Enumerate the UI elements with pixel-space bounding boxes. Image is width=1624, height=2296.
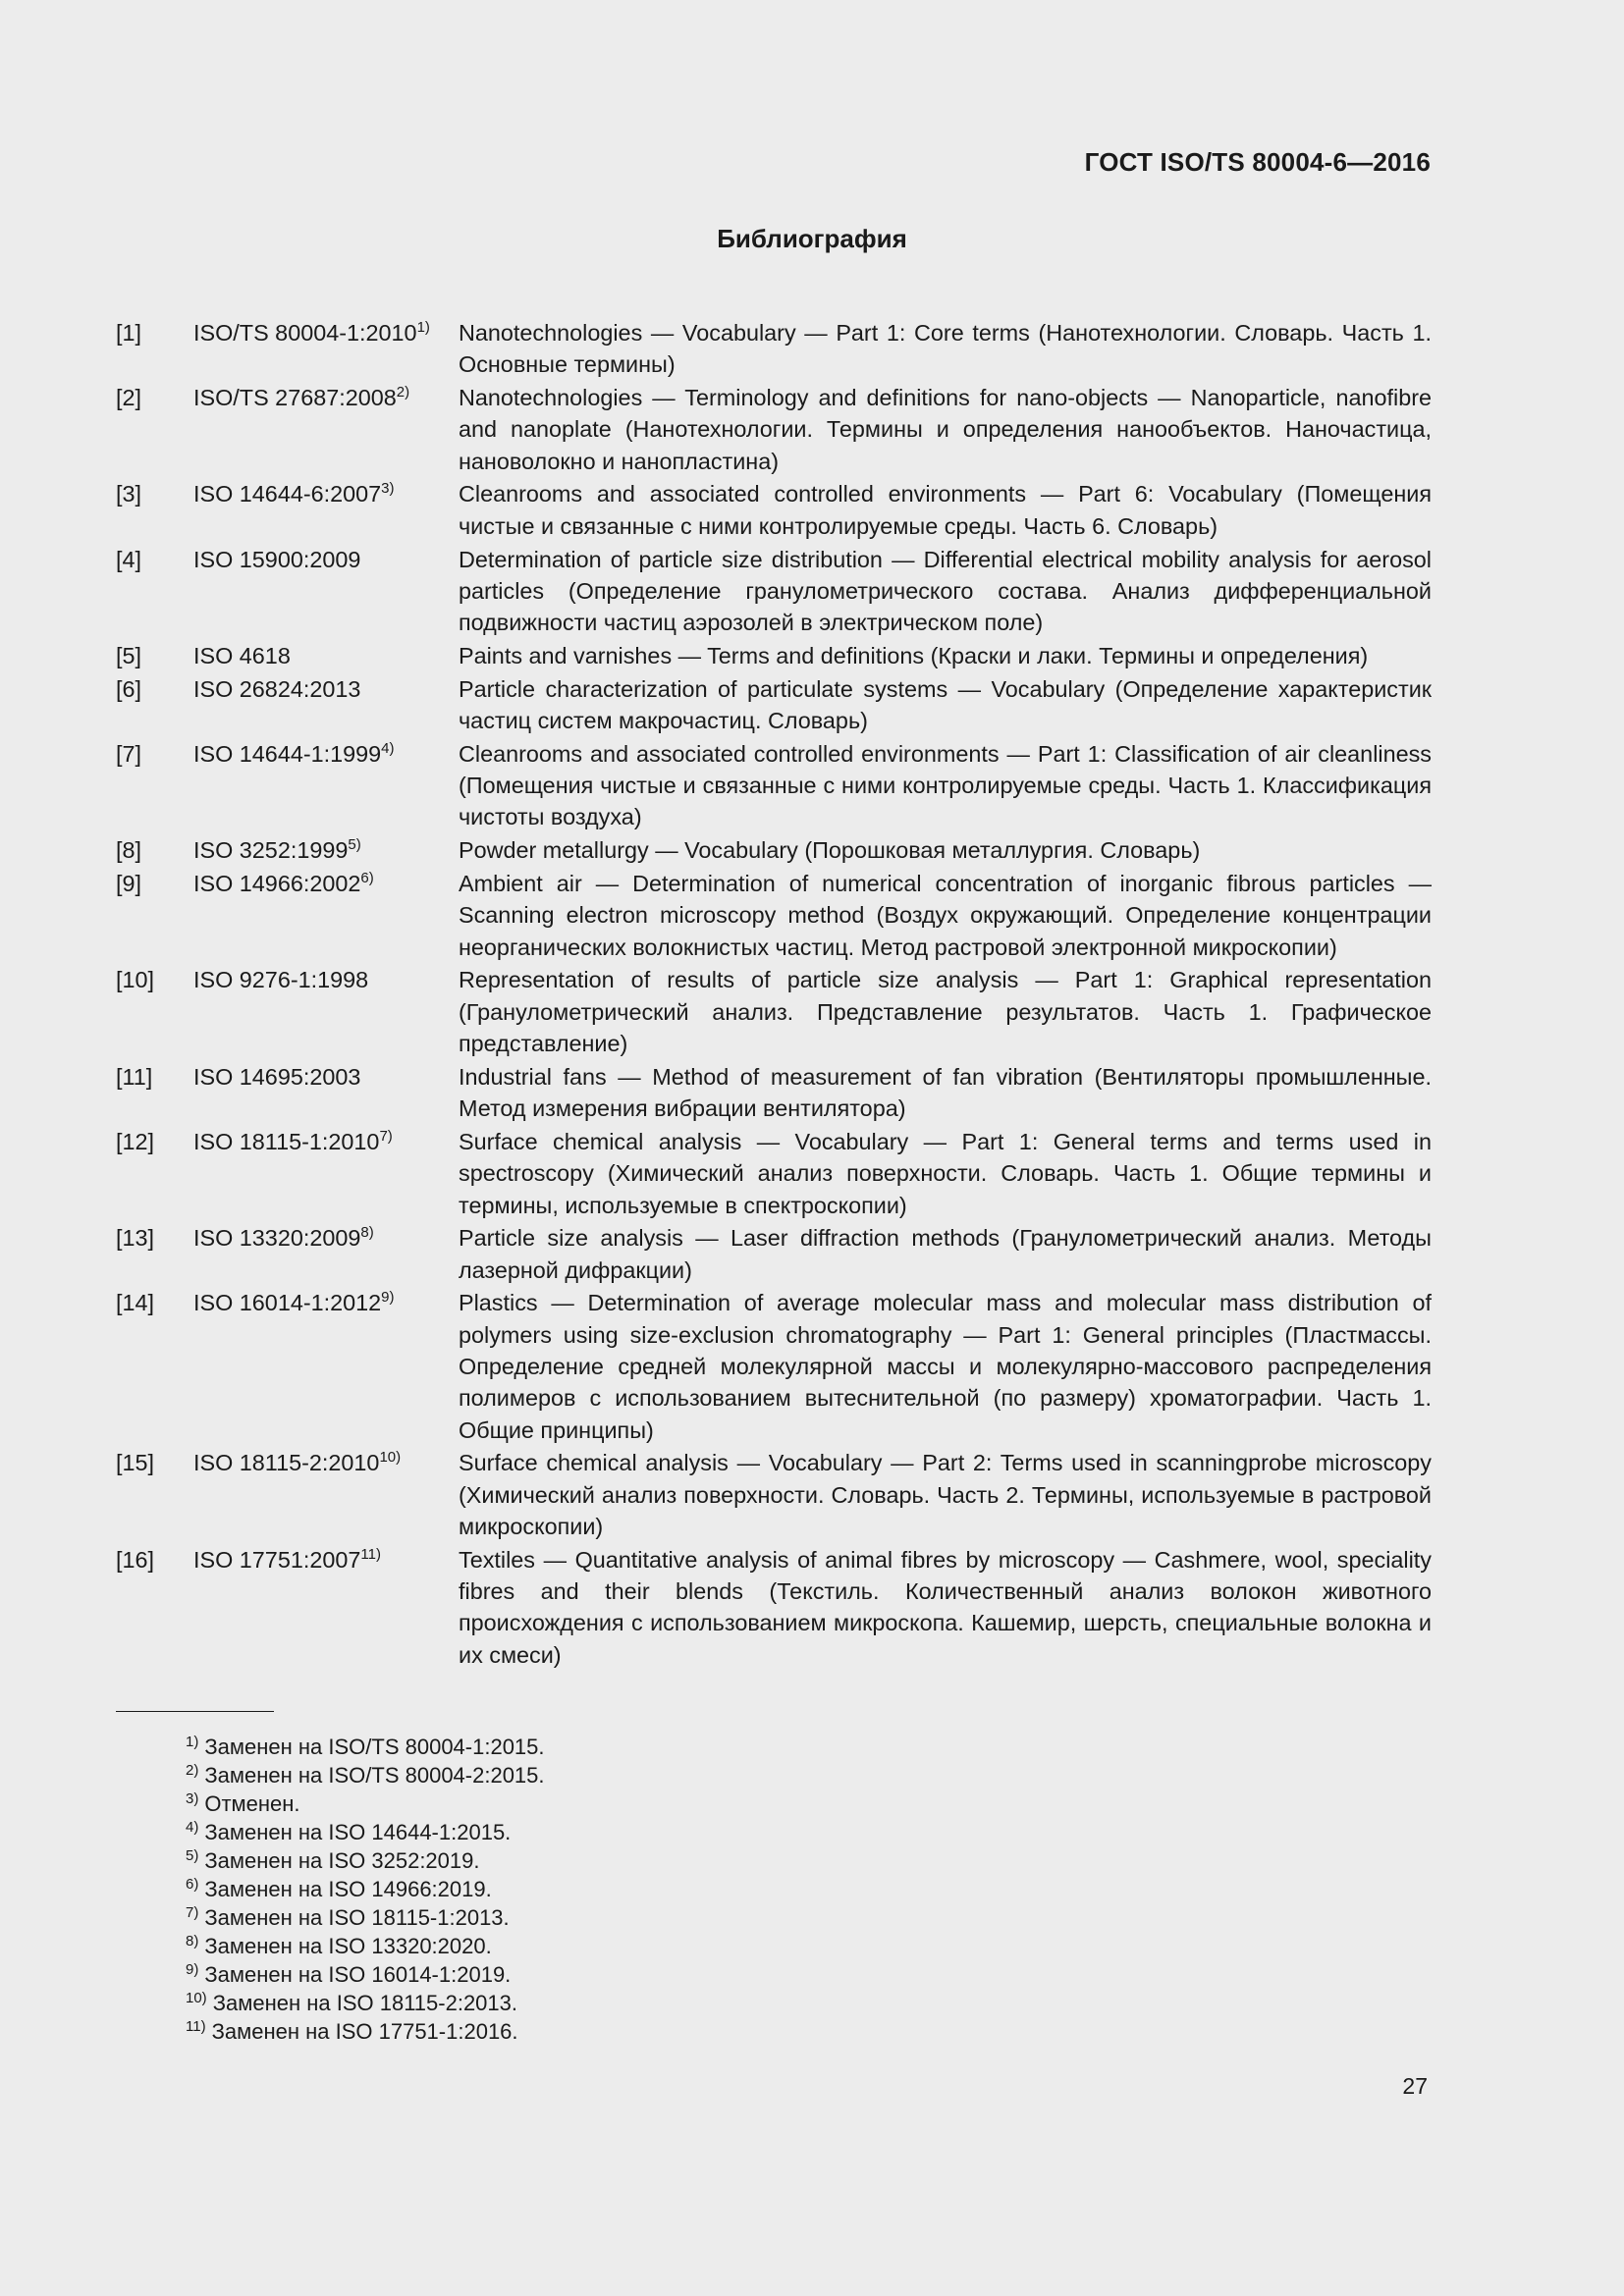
entry-title: Textiles — Quantitative analysis of animal fibres by microscopy — Cashmere, wool, speciality fibres and their blends (Текстиль. Количественный анализ волокон животного происхождения с использованием микроскопа. Кашемир, шерсть, специальные волокна и их смеси) xyxy=(459,1546,1432,1668)
entry-standard-code-text: ISO 16014-1:2012 xyxy=(193,1290,382,1316)
entry-number: [9] xyxy=(116,871,142,897)
entry-title: Cleanrooms and associated controlled environments — Part 6: Vocabulary (Помещения чистые и связанные с ними контролируемые среды. Часть 6. Словарь) xyxy=(459,481,1432,539)
entry-number: [10] xyxy=(116,967,155,993)
footnote-mark: 10) xyxy=(186,1990,207,2006)
footnote-text: Заменен на ISO 3252:2019. xyxy=(204,1848,480,1873)
entry-standard-code xyxy=(193,640,459,671)
footnote-marker: 8) xyxy=(360,1224,374,1242)
bibliography-list xyxy=(116,317,1432,1672)
footnote-marker: 3) xyxy=(381,480,395,498)
footnote-marker: 10) xyxy=(379,1449,402,1467)
footnote xyxy=(186,1875,545,1903)
entry-number: [15] xyxy=(116,1450,155,1476)
footnote-marker: 9) xyxy=(381,1289,395,1307)
entry-standard-code xyxy=(193,1222,459,1254)
entry-standard-code xyxy=(193,544,459,575)
entry-title: Nanotechnologies — Terminology and definitions for nano-objects — Nanoparticle, nanofibre and nanoplate (Нанотехнологии. Термины и определения нанообъектов. Наночастица, нановолокно и нанопластина) xyxy=(459,385,1432,474)
entry-standard-code xyxy=(193,834,459,866)
footnote-mark: 11) xyxy=(186,2018,206,2035)
footnote xyxy=(186,1818,545,1846)
footnote-mark: 5) xyxy=(186,1847,199,1864)
entry-standard-code xyxy=(193,1287,459,1318)
footnote-mark: 4) xyxy=(186,1819,199,1836)
footnote-marker: 6) xyxy=(360,870,374,887)
bibliography-entry xyxy=(116,1061,1432,1125)
footnote-text: Заменен на ISO 14644-1:2015. xyxy=(204,1820,512,1844)
entry-standard-code xyxy=(193,1447,459,1478)
entry-title: Industrial fans — Method of measurement of fan vibration (Вентиляторы промышленные. Метод измерения вибрации вентилятора) xyxy=(459,1063,1432,1122)
footnote-text: Отменен. xyxy=(204,1791,300,1816)
entry-standard-code xyxy=(193,478,459,509)
bibliography-entry xyxy=(116,738,1432,833)
entry-title: Nanotechnologies — Vocabulary — Part 1: Core terms (Нанотехнологии. Словарь. Часть 1. Основные термины) xyxy=(459,320,1432,378)
entry-number: [14] xyxy=(116,1290,155,1316)
entry-title: Particle characterization of particulate systems — Vocabulary (Определение характеристик частиц систем макрочастиц. Словарь) xyxy=(459,675,1432,734)
entry-title: Plastics — Determination of average molecular mass and molecular mass distribution of polymers using size-exclusion chromatography — Part 1: General principles (Пластмассы. Определение средней молекулярной массы и молекулярно-массового распределения полимеров с использованием вытеснительной (по размеру) хроматографии. Часть 1. Общие принципы) xyxy=(459,1290,1432,1443)
footnote-text: Заменен на ISO/TS 80004-2:2015. xyxy=(204,1763,545,1788)
entry-number: [2] xyxy=(116,385,142,411)
footnote xyxy=(186,1761,545,1789)
page-number: 27 xyxy=(1402,2073,1428,2099)
entry-standard-code xyxy=(193,1126,459,1157)
entry-title: Particle size analysis — Laser diffraction methods (Гранулометрический анализ. Методы лазерной дифракции) xyxy=(459,1225,1432,1283)
footnote xyxy=(186,2017,545,2046)
entry-number: [1] xyxy=(116,320,142,346)
document-id: ГОСТ ISO/TS 80004-6—2016 xyxy=(1084,147,1431,177)
entry-standard-code xyxy=(193,317,459,348)
footnote-mark: 2) xyxy=(186,1762,199,1779)
footnote-text: Заменен на ISO 18115-1:2013. xyxy=(204,1905,510,1930)
footnote xyxy=(186,1989,545,2017)
footnote xyxy=(186,1733,545,1761)
entry-standard-code-text: ISO 17751:2007 xyxy=(193,1546,361,1573)
footnote-mark: 7) xyxy=(186,1904,199,1921)
entry-standard-code-text: ISO 13320:2009 xyxy=(193,1225,361,1252)
footnote-marker: 4) xyxy=(381,739,395,757)
footnote-mark: 9) xyxy=(186,1961,199,1978)
entry-standard-code-text: ISO 18115-1:2010 xyxy=(193,1128,380,1154)
entry-standard-code xyxy=(193,868,459,899)
footnote-text: Заменен на ISO 17751-1:2016. xyxy=(211,2019,518,2044)
entry-standard-code-text: ISO 26824:2013 xyxy=(193,675,361,702)
footnote-text: Заменен на ISO/TS 80004-1:2015. xyxy=(204,1735,545,1759)
entry-number: [8] xyxy=(116,837,142,864)
footnote-divider xyxy=(116,1711,274,1712)
entry-number: [11] xyxy=(116,1063,153,1090)
entry-standard-code xyxy=(193,1544,459,1575)
footnote-marker: 2) xyxy=(396,384,410,401)
section-title: Библиография xyxy=(717,224,907,253)
bibliography-entry xyxy=(116,1126,1432,1221)
entry-title: Surface chemical analysis — Vocabulary — Part 2: Terms used in scanningprobe microscopy (Химический анализ поверхности. Словарь. Часть 2. Термины, используемые в растровой микроскопии) xyxy=(459,1450,1432,1539)
bibliography-entry xyxy=(116,478,1432,542)
entry-title: Surface chemical analysis — Vocabulary — Part 1: General terms and terms used in spectroscopy (Химический анализ поверхности. Словарь. Часть 1. Общие термины и термины, используемые в спектроскопии) xyxy=(459,1128,1432,1218)
entry-standard-code xyxy=(193,382,459,413)
footnote xyxy=(186,1960,545,1989)
bibliography-entry xyxy=(116,317,1432,381)
entry-number: [5] xyxy=(116,642,142,668)
footnote-mark: 8) xyxy=(186,1933,199,1949)
footnote-mark: 6) xyxy=(186,1876,199,1893)
footnote-text: Заменен на ISO 16014-1:2019. xyxy=(204,1962,512,1987)
entry-number: [12] xyxy=(116,1128,155,1154)
entry-standard-code xyxy=(193,1061,459,1093)
footnote-marker: 5) xyxy=(348,836,361,854)
footnote xyxy=(186,1846,545,1875)
entry-number: [13] xyxy=(116,1225,155,1252)
bibliography-entry xyxy=(116,1544,1432,1671)
entry-number: [7] xyxy=(116,740,142,767)
entry-standard-code-text: ISO 4618 xyxy=(193,642,291,668)
bibliography-entry xyxy=(116,544,1432,639)
entry-title: Representation of results of particle size analysis — Part 1: Graphical representation (Гранулометрический анализ. Представление результатов. Часть 1. Графическое представление) xyxy=(459,967,1432,1057)
bibliography-entry xyxy=(116,640,1432,671)
entry-number: [16] xyxy=(116,1546,155,1573)
footnote xyxy=(186,1789,545,1818)
footnote-text: Заменен на ISO 18115-2:2013. xyxy=(212,1991,517,2015)
footnote-mark: 1) xyxy=(186,1734,199,1750)
bibliography-entry xyxy=(116,673,1432,737)
entry-standard-code-text: ISO 14644-1:1999 xyxy=(193,740,382,767)
entry-standard-code-text: ISO 15900:2009 xyxy=(193,546,361,572)
bibliography-entry xyxy=(116,1447,1432,1542)
entry-number: [6] xyxy=(116,675,142,702)
entry-standard-code-text: ISO 14966:2002 xyxy=(193,871,361,897)
footnote-marker: 11) xyxy=(360,1545,381,1563)
footnotes-list xyxy=(186,1733,545,2046)
entry-title: Paints and varnishes — Terms and definitions (Краски и лаки. Термины и определения) xyxy=(459,642,1369,668)
entry-standard-code-text: ISO 9276-1:1998 xyxy=(193,967,369,993)
entry-standard-code-text: ISO/TS 80004-1:2010 xyxy=(193,320,417,346)
bibliography-entry xyxy=(116,1287,1432,1445)
entry-title: Determination of particle size distribution — Differential electrical mobility analysis for aerosol particles (Определение гранулометрического состава. Анализ дифференциальной подвижности частиц аэрозолей в электрическом поле) xyxy=(459,546,1432,636)
footnote xyxy=(186,1903,545,1932)
entry-title: Powder metallurgy — Vocabulary (Порошковая металлургия. Словарь) xyxy=(459,837,1201,864)
entry-standard-code-text: ISO 14644-6:2007 xyxy=(193,481,382,507)
entry-number: [3] xyxy=(116,481,142,507)
footnote-marker: 7) xyxy=(379,1127,393,1145)
entry-standard-code-text: ISO 14695:2003 xyxy=(193,1063,361,1090)
entry-standard-code-text: ISO 3252:1999 xyxy=(193,837,349,864)
bibliography-entry xyxy=(116,868,1432,963)
entry-number: [4] xyxy=(116,546,142,572)
entry-standard-code xyxy=(193,738,459,770)
bibliography-entry xyxy=(116,382,1432,477)
bibliography-entry xyxy=(116,834,1432,866)
entry-title: Cleanrooms and associated controlled environments — Part 1: Classification of air cleanliness (Помещения чистые и связанные с ними контролируемые среды. Часть 1. Классификация чистоты воздуха) xyxy=(459,740,1432,830)
bibliography-entry xyxy=(116,1222,1432,1286)
entry-standard-code xyxy=(193,673,459,705)
entry-standard-code xyxy=(193,964,459,995)
footnote-text: Заменен на ISO 13320:2020. xyxy=(204,1934,492,1958)
entry-title: Ambient air — Determination of numerical concentration of inorganic fibrous particles — Scanning electron microscopy method (Воздух окружающий. Определение концентрации неорганических волокнистых частиц. Метод растровой электронной микроскопии) xyxy=(459,871,1432,960)
footnote-marker: 1) xyxy=(416,319,430,336)
entry-standard-code-text: ISO/TS 27687:2008 xyxy=(193,385,397,411)
footnote xyxy=(186,1932,545,1960)
entry-standard-code-text: ISO 18115-2:2010 xyxy=(193,1450,380,1476)
bibliography-entry xyxy=(116,964,1432,1059)
footnote-mark: 3) xyxy=(186,1790,199,1807)
footnote-text: Заменен на ISO 14966:2019. xyxy=(204,1877,492,1901)
